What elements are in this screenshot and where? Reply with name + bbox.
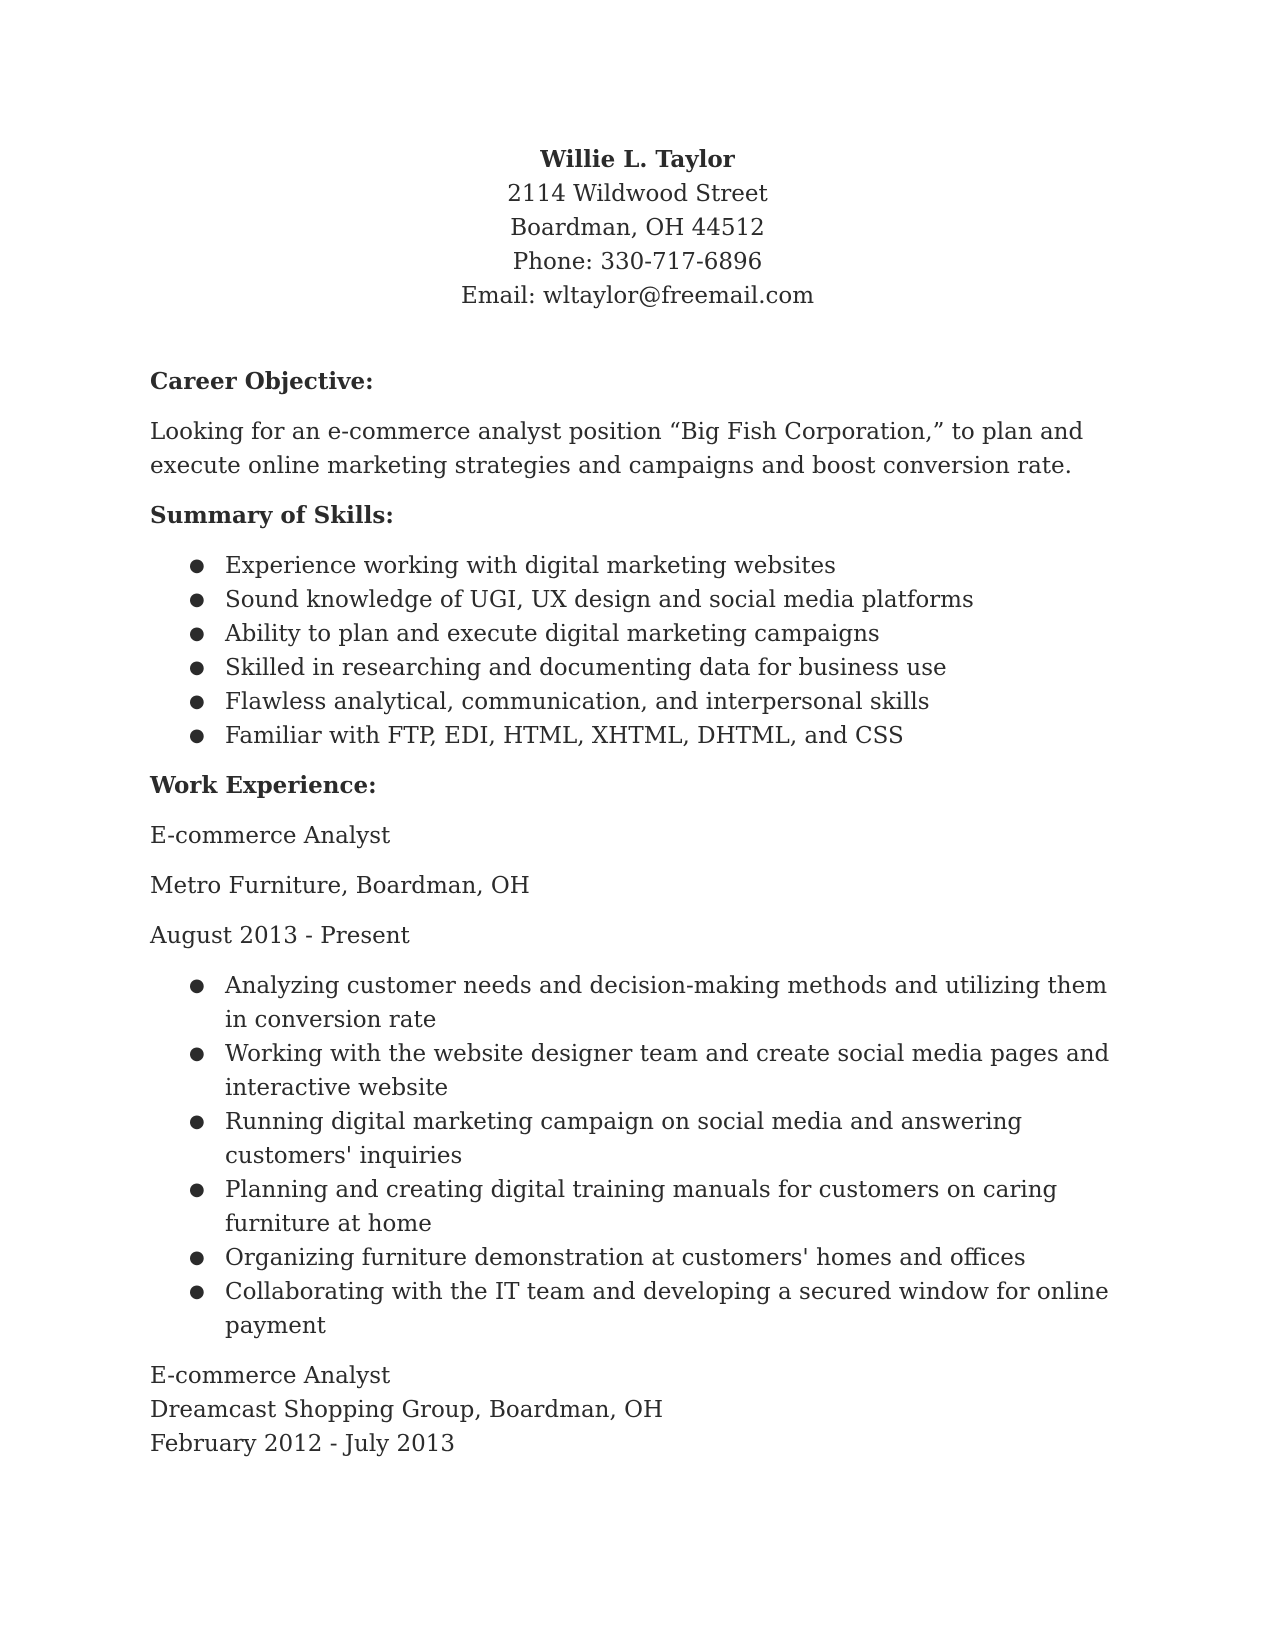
bullet-icon: ●	[189, 1111, 205, 1132]
duty-item	[150, 1037, 1125, 1105]
job-company: Metro Furniture, Boardman, OH	[150, 873, 530, 899]
skills-list	[150, 549, 1125, 753]
skill-item	[150, 685, 1125, 719]
bullet-icon: ●	[189, 555, 205, 576]
duty-item	[150, 969, 1125, 1037]
resume-content	[150, 143, 1125, 1461]
bullet-icon: ●	[189, 623, 205, 644]
duty-text: Running digital marketing campaign on social media and answering customers' inquiries	[225, 1109, 1023, 1169]
experience-heading: Work Experience:	[150, 772, 377, 799]
bullet-icon: ●	[189, 589, 205, 610]
objective-heading: Career Objective:	[150, 368, 374, 395]
skills-heading: Summary of Skills:	[150, 502, 394, 529]
job-duties-list	[150, 969, 1125, 1343]
skill-text: Flawless analytical, communication, and interpersonal skills	[225, 689, 930, 715]
address-line-1: 2114 Wildwood Street	[507, 181, 768, 207]
job-company: Dreamcast Shopping Group, Boardman, OH	[150, 1397, 664, 1423]
bullet-icon: ●	[189, 691, 205, 712]
email-line: Email: wltaylor@freemail.com	[460, 283, 815, 309]
job-dates: August 2013 - Present	[150, 923, 410, 949]
skill-item	[150, 583, 1125, 617]
objective-text: Looking for an e-commerce analyst position “Big Fish Corporation,” to plan and execute online marketing strategies and campaigns and boost conversion rate.	[150, 419, 1084, 479]
bullet-icon: ●	[189, 1247, 205, 1268]
skill-text: Familiar with FTP, EDI, HTML, XHTML, DHTML, and CSS	[225, 723, 904, 749]
phone-line: Phone: 330-717-6896	[512, 249, 763, 275]
skill-item	[150, 719, 1125, 753]
skill-text: Skilled in researching and documenting data for business use	[225, 655, 947, 681]
job-title: E-commerce Analyst	[150, 823, 391, 849]
skill-item	[150, 617, 1125, 651]
skill-text: Ability to plan and execute digital marketing campaigns	[225, 621, 880, 647]
bullet-icon: ●	[189, 1179, 205, 1200]
bullet-icon: ●	[189, 1281, 205, 1302]
duty-item	[150, 1241, 1125, 1275]
duty-text: Working with the website designer team and create social media pages and interactive website	[225, 1041, 1110, 1101]
bullet-icon: ●	[189, 975, 205, 996]
skill-text: Experience working with digital marketing websites	[225, 553, 836, 579]
skill-text: Sound knowledge of UGI, UX design and social media platforms	[225, 587, 974, 613]
bullet-icon: ●	[189, 657, 205, 678]
job-title: E-commerce Analyst	[150, 1363, 391, 1389]
job-block	[150, 1359, 1125, 1461]
bullet-icon: ●	[189, 725, 205, 746]
skill-item	[150, 549, 1125, 583]
duty-text: Collaborating with the IT team and developing a secured window for online payment	[225, 1279, 1109, 1339]
duty-item	[150, 1105, 1125, 1173]
duty-text: Organizing furniture demonstration at customers' homes and offices	[225, 1245, 1026, 1271]
duty-text: Planning and creating digital training manuals for customers on caring furniture at home	[225, 1177, 1058, 1237]
bullet-icon: ●	[189, 1043, 205, 1064]
duty-item	[150, 1173, 1125, 1241]
address-line-2: Boardman, OH 44512	[510, 215, 765, 241]
skill-item	[150, 651, 1125, 685]
candidate-name: Willie L. Taylor	[540, 146, 735, 173]
duty-item	[150, 1275, 1125, 1343]
job-dates: February 2012 - July 2013	[150, 1431, 456, 1457]
duty-text: Analyzing customer needs and decision-making methods and utilizing them in conversion rate	[225, 973, 1108, 1033]
resume-header	[150, 143, 1125, 313]
